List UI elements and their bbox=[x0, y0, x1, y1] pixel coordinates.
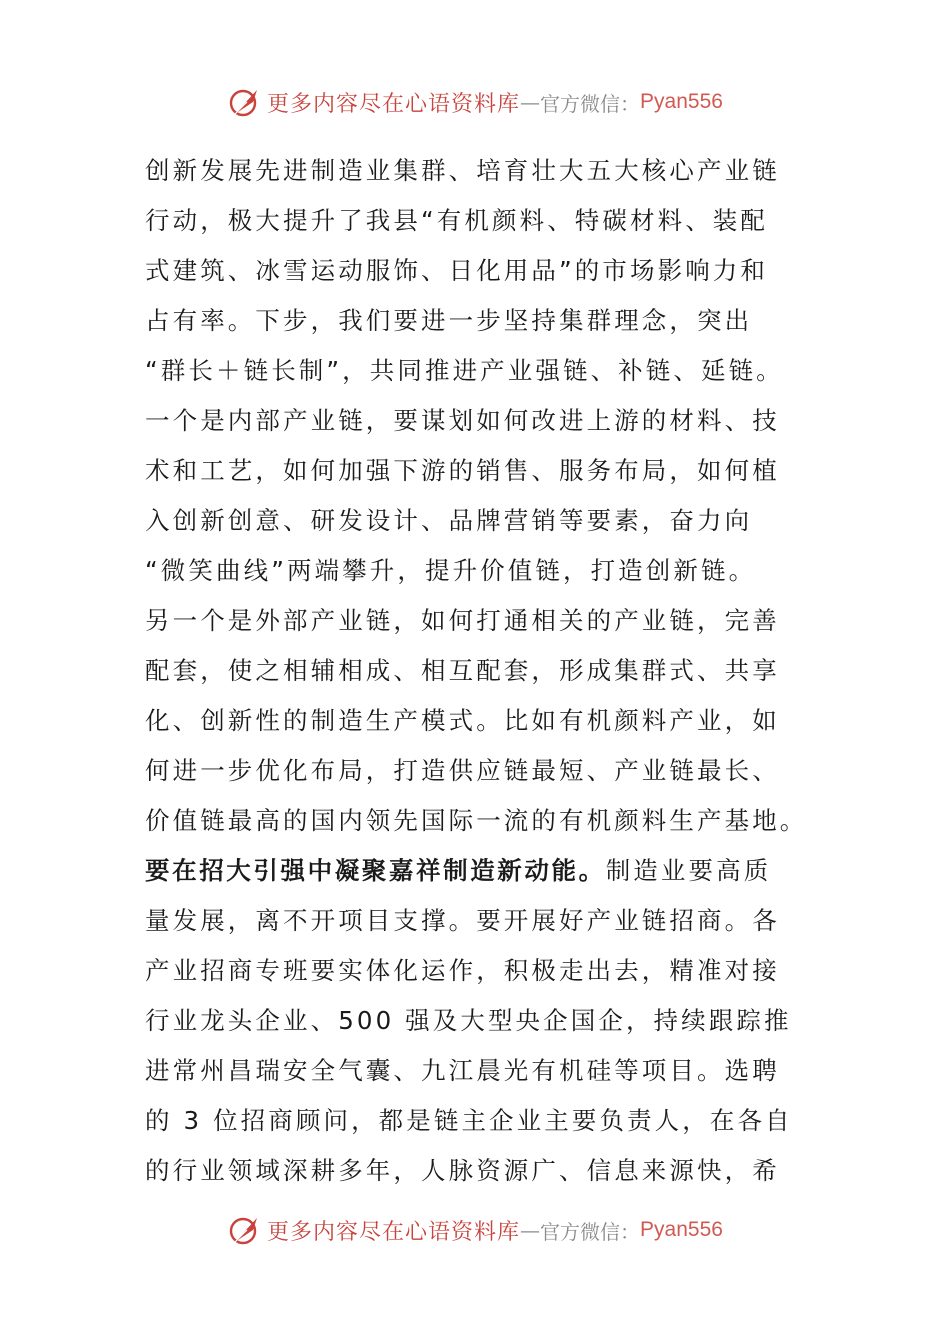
body-line: “群长＋链长制”，共同推进产业强链、补链、延链。 bbox=[145, 356, 784, 385]
body-line: 行动，极大提升了我县“有机颜料、特碳材料、装配 bbox=[145, 206, 768, 235]
watermark-text: 更多内容尽在心语资料库 bbox=[267, 1219, 521, 1245]
document-body bbox=[145, 146, 807, 1196]
watermark-dash: — bbox=[520, 90, 541, 114]
watermark-text: 更多内容尽在心语资料库 bbox=[267, 91, 521, 117]
body-line: 占有率。下步，我们要进一步坚持集群理念，突出 bbox=[145, 306, 753, 335]
body-line: 化、创新性的制造生产模式。比如有机颜料产业，如 bbox=[145, 706, 780, 735]
body-line: 术和工艺，如何加强下游的销售、服务布局，如何植 bbox=[145, 456, 780, 485]
body-line-with-heading: 要在招大引强中凝聚嘉祥制造新动能。制造业要高质 bbox=[145, 856, 772, 885]
body-line: 配套，使之相辅相成、相互配套，形成集群式、共享 bbox=[145, 656, 780, 685]
watermark-dash: — bbox=[520, 1218, 541, 1242]
watermark-wechat-label: 官方微信： bbox=[540, 91, 641, 116]
body-line: 产业招商专班要实体化运作，积极走出去，精准对接 bbox=[145, 956, 780, 985]
body-line: 的 3 位招商顾问，都是链主企业主要负责人，在各自 bbox=[145, 1106, 793, 1135]
body-line: 行业龙头企业、500 强及大型央企国企，持续跟踪推 bbox=[145, 1006, 792, 1035]
body-line: 入创新创意、研发设计、品牌营销等要素，奋力向 bbox=[145, 506, 753, 535]
watermark-wechat-label: 官方微信： bbox=[540, 1219, 641, 1244]
body-line: 式建筑、冰雪运动服饰、日化用品”的市场影响力和 bbox=[145, 256, 768, 285]
body-line: 另一个是外部产业链，如何打通相关的产业链，完善 bbox=[145, 606, 780, 635]
quill-logo-icon bbox=[227, 84, 263, 120]
watermark-banner-top bbox=[0, 82, 950, 122]
bold-heading: 要在招大引强中凝聚嘉祥制造新动能。 bbox=[145, 856, 606, 885]
watermark-banner-bottom bbox=[0, 1210, 950, 1250]
body-line: 何进一步优化布局，打造供应链最短、产业链最长、 bbox=[145, 756, 780, 785]
body-line: 进常州昌瑞安全气囊、九江晨光有机硅等项目。选聘 bbox=[145, 1056, 780, 1085]
body-line: 量发展，离不开项目支撑。要开展好产业链招商。各 bbox=[145, 906, 780, 935]
watermark-wechat-id: Pyan556 bbox=[640, 1218, 723, 1241]
quill-logo-icon bbox=[227, 1212, 263, 1248]
watermark-wechat-id: Pyan556 bbox=[640, 90, 723, 113]
body-line: 的行业领域深耕多年，人脉资源广、信息来源快，希 bbox=[145, 1156, 780, 1185]
body-line: 创新发展先进制造业集群、培育壮大五大核心产业链 bbox=[145, 156, 780, 185]
body-line: 价值链最高的国内领先国际一流的有机颜料生产基地。 bbox=[145, 806, 808, 835]
body-line: “微笑曲线”两端攀升，提升价值链，打造创新链。 bbox=[145, 556, 757, 585]
body-line: 一个是内部产业链，要谋划如何改进上游的材料、技 bbox=[145, 406, 780, 435]
